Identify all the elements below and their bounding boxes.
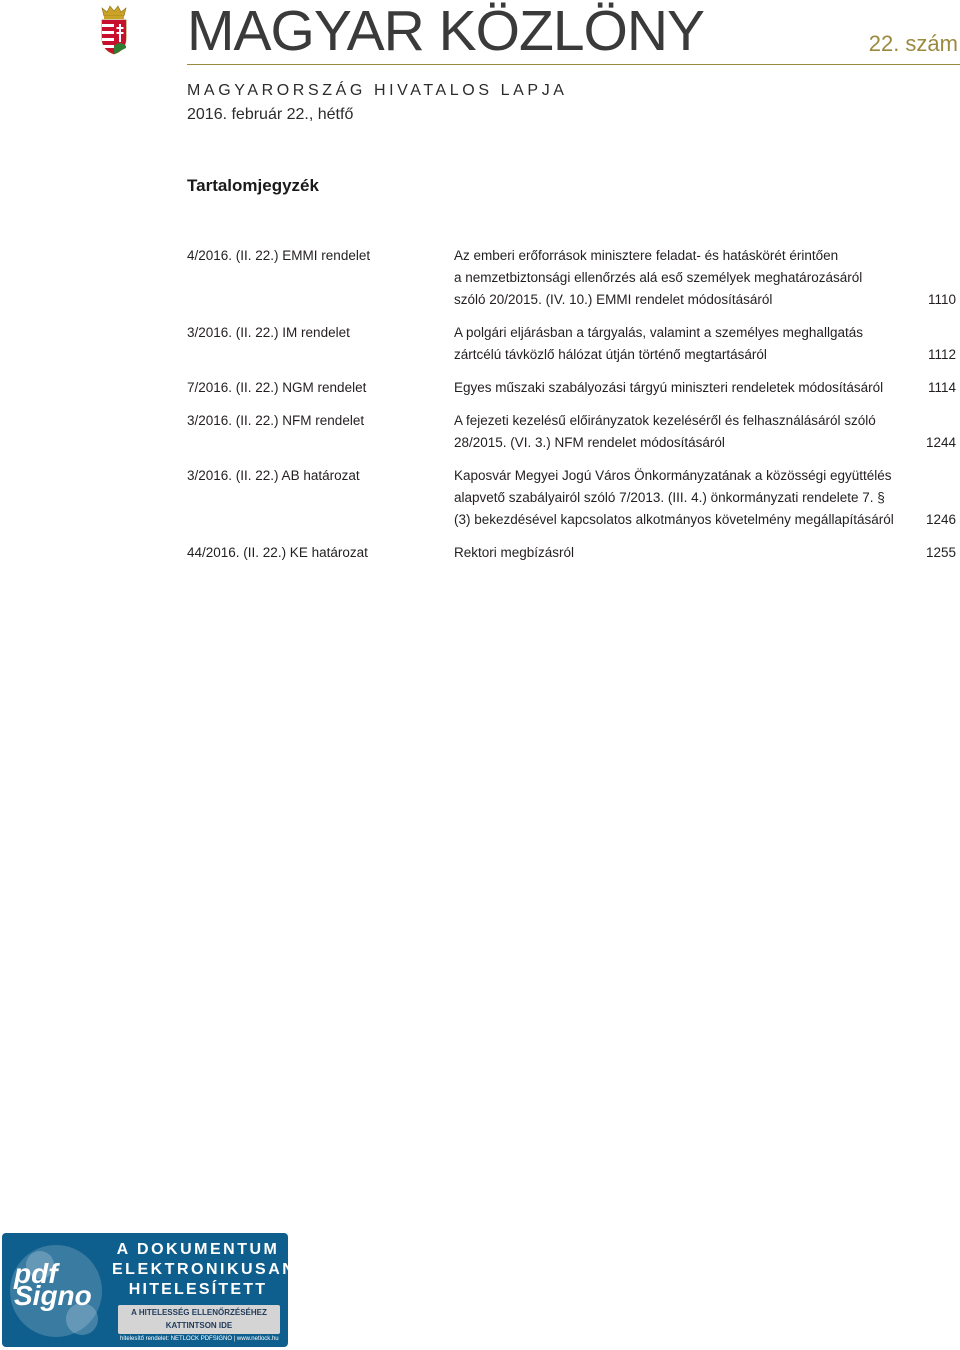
toc-entry-line: alapvető szabályairól szóló 7/2013. (III. 4.) önkormányzati rendelete 7. § bbox=[454, 490, 885, 505]
publication-date: 2016. február 22., hétfő bbox=[187, 106, 354, 123]
publication-subtitle: MAGYARORSZÁG HIVATALOS LAPJA bbox=[187, 82, 568, 99]
button-line: A HITELESSÉG ELLENŐRZÉSÉHEZ bbox=[131, 1308, 267, 1317]
toc-entry-page: 1244 bbox=[925, 435, 956, 450]
toc-entry[interactable] bbox=[187, 410, 956, 454]
toc-entry-page: 1255 bbox=[925, 545, 956, 560]
toc-entry-identifier: 3/2016. (II. 22.) NFM rendelet bbox=[187, 413, 365, 428]
toc-entry-description bbox=[454, 377, 896, 399]
toc-entry-line: Egyes műszaki szabályozási tárgyú miniszteri rendeletek módosításáról bbox=[454, 380, 884, 395]
masthead-divider bbox=[187, 64, 960, 65]
toc-entry-description bbox=[454, 465, 896, 531]
toc-entry-description bbox=[454, 245, 896, 311]
badge-line: HITELESÍTETT bbox=[128, 1281, 268, 1298]
toc-entry-description bbox=[454, 322, 896, 366]
toc-entry-identifier: 44/2016. (II. 22.) KE határozat bbox=[187, 545, 368, 560]
toc-entry-line: a nemzetbiztonsági ellenőrzés alá eső személyek meghatározásáról bbox=[454, 270, 863, 285]
toc-entry-line: 28/2015. (VI. 3.) NFM rendelet módosításáról bbox=[454, 435, 725, 450]
toc-entry[interactable] bbox=[187, 542, 956, 564]
toc-entry-line: zártcélú távközlő hálózat útján történő megtartásáról bbox=[454, 347, 767, 362]
toc-entry[interactable] bbox=[187, 377, 956, 399]
toc-entry-page: 1112 bbox=[927, 347, 956, 362]
hungarian-coat-of-arms-icon bbox=[96, 4, 132, 56]
badge-line: ELEKTRONIKUSAN bbox=[112, 1261, 297, 1278]
issue-number: 22. szám bbox=[868, 31, 958, 56]
toc-entry[interactable] bbox=[187, 245, 956, 311]
toc-entry-page: 1110 bbox=[927, 292, 956, 307]
toc-entry-line: Rektori megbízásról bbox=[454, 545, 575, 560]
toc-entry-description bbox=[454, 410, 896, 454]
authenticity-badge[interactable] bbox=[2, 1233, 297, 1347]
toc-entry-page: 1114 bbox=[927, 380, 956, 395]
table-of-contents bbox=[187, 245, 956, 575]
toc-entry-identifier: 4/2016. (II. 22.) EMMI rendelet bbox=[187, 248, 371, 263]
verify-authenticity-button[interactable] bbox=[118, 1305, 280, 1334]
toc-entry-line: szóló 20/2015. (IV. 10.) EMMI rendelet módosításáról bbox=[454, 292, 773, 307]
logo-line: pdf bbox=[14, 1258, 58, 1289]
toc-entry-line: Kaposvár Megyei Jogú Város Önkormányzatának a közösségi együttélés bbox=[454, 468, 892, 483]
publication-title: MAGYAR KÖZLÖNY bbox=[187, 0, 705, 63]
toc-entry-identifier: 7/2016. (II. 22.) NGM rendelet bbox=[187, 380, 367, 395]
badge-footer: hitelesítő rendelet: NETLOCK PDFSIGNO | www.netlock.hu bbox=[120, 1336, 279, 1342]
logo-line: Signo bbox=[14, 1280, 92, 1311]
toc-entry[interactable] bbox=[187, 465, 956, 531]
toc-entry-line: (3) bekezdésével kapcsolatos alkotmányos követelmény megállapításáról bbox=[454, 512, 894, 527]
toc-entry-line: A polgári eljárásban a tárgyalás, valamint a személyes meghallgatás bbox=[454, 325, 863, 340]
button-line: KATTINTSON IDE bbox=[165, 1321, 233, 1330]
pdfsigno-logo-text bbox=[14, 1258, 106, 1311]
toc-entry-identifier: 3/2016. (II. 22.) IM rendelet bbox=[187, 325, 350, 340]
toc-entry-description bbox=[454, 542, 896, 564]
toc-entry-line: A fejezeti kezelésű előirányzatok kezeléséről és felhasználásáról szóló bbox=[454, 413, 876, 428]
toc-entry-line: Az emberi erőforrások minisztere feladat- és hatáskörét érintően bbox=[454, 248, 839, 263]
toc-entry-identifier: 3/2016. (II. 22.) AB határozat bbox=[187, 468, 360, 483]
toc-entry[interactable] bbox=[187, 322, 956, 366]
badge-line: A DOKUMENTUM bbox=[116, 1241, 280, 1258]
toc-entry-page: 1246 bbox=[925, 512, 956, 527]
toc-heading: Tartalomjegyzék bbox=[187, 176, 319, 195]
